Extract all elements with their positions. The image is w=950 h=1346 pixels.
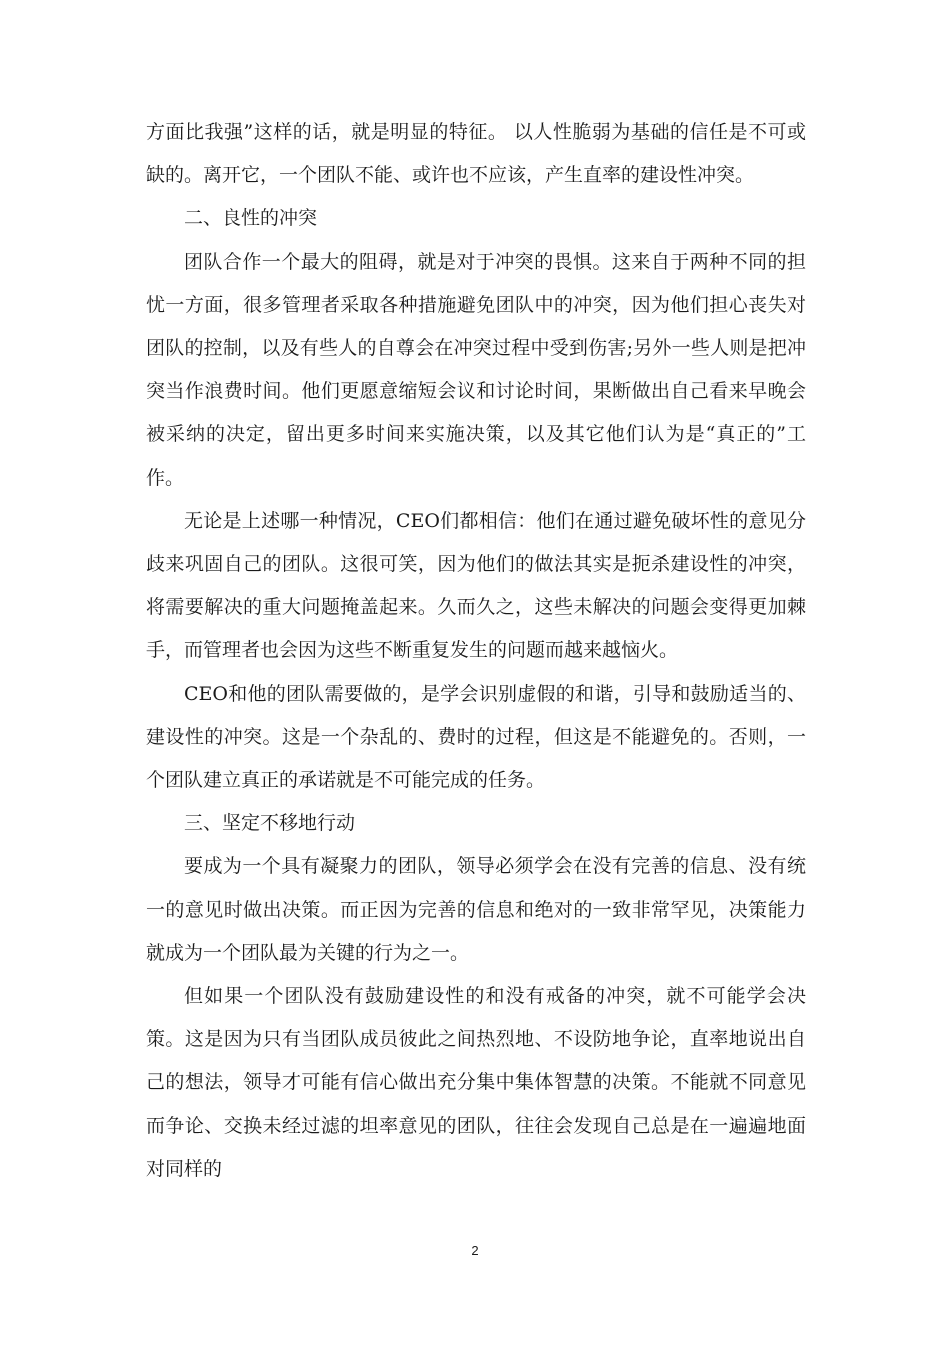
paragraph: CEO和他的团队需要做的，是学会识别虚假的和谐，引导和鼓励适当的、建设性的冲突。这是一个杂乱的、费时的过程，但这是不能避免的。否则，一个团队建立真正的承诺就是不可能完成的任务。 — [146, 682, 806, 792]
section-heading-3: 三、坚定不移地行动 — [184, 812, 356, 835]
paragraph: 但如果一个团队没有鼓励建设性的和没有戒备的冲突，就不可能学会决策。这是因为只有当团队成员彼此之间热烈地、不设防地争论，直率地说出自己的想法，领导才可能有信心做出充分集中集体智慧的决策。不能就不同意见而争论、交换未经过滤的坦率意见的团队，往往会发现自己总是在一遍遍地面对同样的 — [146, 985, 806, 1180]
section-heading-2: 二、良性的冲突 — [184, 207, 318, 230]
paragraph: 团队合作一个最大的阻碍，就是对于冲突的畏惧。这来自于两种不同的担忧一方面，很多管理者采取各种措施避免团队中的冲突，因为他们担心丧失对团队的控制，以及有些人的自尊会在冲突过程中受到伤害;另外一些人则是把冲突当作浪费时间。他们更愿意缩短会议和讨论时间，果断做出自己看来早晚会被采纳的决定，留出更多时间来实施决策，以及其它他们认为是“真正的”工作。 — [146, 250, 806, 489]
document-body — [146, 111, 806, 1191]
paragraph: 要成为一个具有凝聚力的团队，领导必须学会在没有完善的信息、没有统一的意见时做出决策。而正因为完善的信息和绝对的一致非常罕见，决策能力就成为一个团队最为关键的行为之一。 — [146, 855, 806, 964]
paragraph: 无论是上述哪一种情况，CEO们都相信：他们在通过避免破坏性的意见分歧来巩固自己的团队。这很可笑，因为他们的做法其实是扼杀建设性的冲突，将需要解决的重大问题掩盖起来。久而久之，这些未解决的问题会变得更加棘手，而管理者也会因为这些不断重复发生的问题而越来越恼火。 — [146, 509, 806, 662]
page-number: 2 — [471, 1243, 479, 1258]
paragraph-continuation: 方面比我强”这样的话，就是明显的特征。 以人性脆弱为基础的信任是不可或缺的。离开它，一个团队不能、或许也不应该，产生直率的建设性冲突。 — [146, 121, 806, 187]
